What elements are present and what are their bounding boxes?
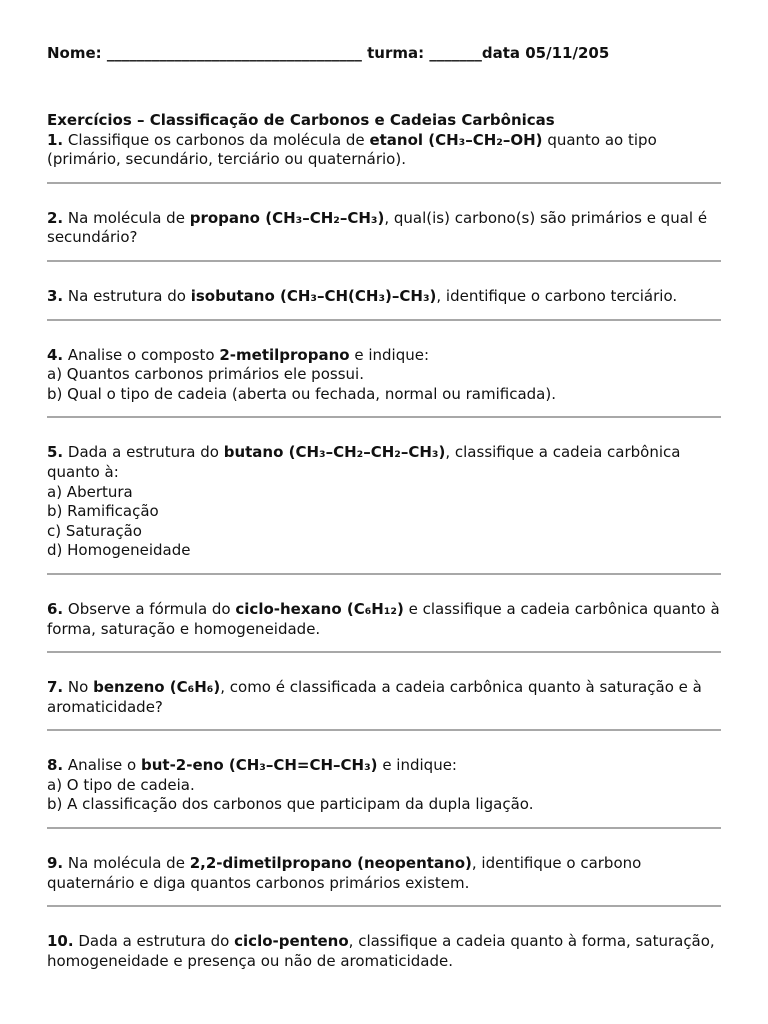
answer-line bbox=[47, 260, 721, 262]
question-subitem: a) Quantos carbonos primários ele possui. bbox=[47, 365, 364, 384]
question-tail-text: e indique: bbox=[382, 756, 457, 775]
answer-line bbox=[47, 416, 721, 418]
question-compound: propano (CH₃–CH₂–CH₃) bbox=[189, 208, 385, 227]
date-text: data 05/11/205 bbox=[481, 44, 610, 62]
question-subitem: d) Homogeneidade bbox=[47, 541, 191, 560]
question-3 bbox=[47, 287, 721, 307]
question-text bbox=[47, 932, 721, 971]
question-6 bbox=[47, 600, 721, 639]
question-subitem: a) O tipo de cadeia. bbox=[47, 775, 195, 794]
question-text bbox=[47, 600, 721, 639]
question-7 bbox=[47, 678, 721, 717]
question-compound: butano (CH₃–CH₂–CH₂–CH₃) bbox=[223, 443, 446, 462]
question-1 bbox=[47, 131, 721, 170]
question-compound: but-2-eno (CH₃–CH=CH–CH₃) bbox=[141, 756, 378, 775]
question-lead-text: Dada a estrutura do bbox=[78, 932, 230, 951]
question-lead-text: Na molécula de bbox=[67, 854, 185, 873]
question-text bbox=[47, 756, 721, 776]
answer-line bbox=[47, 651, 721, 653]
question-compound: ciclo-penteno bbox=[234, 932, 349, 951]
question-number: 8. bbox=[47, 756, 64, 775]
question-lead-text: No bbox=[67, 678, 89, 697]
question-tail-text: , identifique o carbono terciário. bbox=[436, 286, 678, 305]
question-text bbox=[47, 209, 721, 248]
answer-line bbox=[47, 905, 721, 907]
header-line bbox=[47, 43, 721, 63]
question-compound: isobutano (CH₃–CH(CH₃)–CH₃) bbox=[190, 286, 437, 305]
question-text bbox=[47, 854, 721, 893]
question-lead-text: Analise o composto bbox=[67, 345, 215, 364]
turma-blank: _______ bbox=[429, 44, 482, 62]
question-number: 5. bbox=[47, 443, 64, 462]
question-8 bbox=[47, 756, 721, 815]
question-5 bbox=[47, 443, 721, 561]
question-subitem: a) Abertura bbox=[47, 482, 133, 501]
question-tail-text: , classifique a cadeia carbônica quanto à: bbox=[47, 443, 681, 481]
question-number: 2. bbox=[47, 208, 64, 227]
worksheet-page bbox=[47, 43, 721, 971]
question-list bbox=[47, 131, 721, 972]
question-text bbox=[47, 443, 721, 482]
question-9 bbox=[47, 854, 721, 893]
question-text bbox=[47, 346, 721, 366]
worksheet-title: Exercícios – Classificação de Carbonos e Cadeias Carbônicas bbox=[47, 111, 555, 129]
question-subitem: b) Ramificação bbox=[47, 502, 159, 521]
question-4 bbox=[47, 346, 721, 405]
question-tail-text: , classifique a cadeia quanto à forma, saturação, homogeneidade e presença ou não de aromaticidade. bbox=[47, 932, 715, 970]
question-number: 6. bbox=[47, 599, 64, 618]
question-lead-text: Dada a estrutura do bbox=[67, 443, 219, 462]
question-compound: 2,2-dimetilpropano (neopentano) bbox=[189, 854, 472, 873]
question-text bbox=[47, 287, 721, 307]
question-compound: benzeno (C₆H₆) bbox=[93, 678, 221, 697]
question-10 bbox=[47, 932, 721, 971]
question-lead-text: Classifique os carbonos da molécula de bbox=[67, 130, 365, 149]
question-tail-text: , qual(is) carbono(s) são primários e qual é secundário? bbox=[47, 208, 708, 247]
question-compound: ciclo-hexano (C₆H₁₂) bbox=[235, 599, 404, 618]
question-tail-text: , como é classificada a cadeia carbônica quanto à saturação e à aromaticidade? bbox=[47, 678, 702, 716]
answer-line bbox=[47, 729, 721, 731]
question-lead-text: Observe a fórmula do bbox=[67, 599, 231, 618]
question-tail-text: e classifique a cadeia carbônica quanto à forma, saturação e homogeneidade. bbox=[47, 599, 720, 638]
question-number: 1. bbox=[47, 130, 64, 149]
question-lead-text: Na estrutura do bbox=[67, 286, 186, 305]
question-subitem: b) Qual o tipo de cadeia (aberta ou fechada, normal ou ramificada). bbox=[47, 384, 556, 403]
answer-line bbox=[47, 182, 721, 184]
question-subitem: b) A classificação dos carbonos que participam da dupla ligação. bbox=[47, 795, 534, 814]
answer-line bbox=[47, 319, 721, 321]
question-text bbox=[47, 131, 721, 170]
question-tail-text: quanto ao tipo (primário, secundário, terciário ou quaternário). bbox=[47, 130, 657, 169]
question-number: 3. bbox=[47, 286, 64, 305]
question-2 bbox=[47, 209, 721, 248]
nome-label: Nome: bbox=[47, 44, 102, 62]
question-number: 4. bbox=[47, 345, 64, 364]
question-number: 10. bbox=[47, 932, 74, 951]
question-lead-text: Analise o bbox=[67, 756, 137, 775]
nome-blank: __________________________________ bbox=[106, 44, 362, 62]
question-lead-text: Na molécula de bbox=[67, 208, 185, 227]
question-subitem: c) Saturação bbox=[47, 521, 142, 540]
turma-label: turma: bbox=[367, 44, 425, 62]
answer-line bbox=[47, 573, 721, 575]
question-tail-text: e indique: bbox=[354, 345, 430, 364]
question-text bbox=[47, 678, 721, 717]
question-number: 7. bbox=[47, 678, 64, 697]
question-number: 9. bbox=[47, 854, 64, 873]
question-tail-text: , identifique o carbono quaternário e diga quantos carbonos primários existem. bbox=[47, 854, 642, 892]
question-compound: 2-metilpropano bbox=[219, 345, 350, 364]
question-compound: etanol (CH₃–CH₂–OH) bbox=[369, 130, 543, 149]
answer-line bbox=[47, 827, 721, 829]
